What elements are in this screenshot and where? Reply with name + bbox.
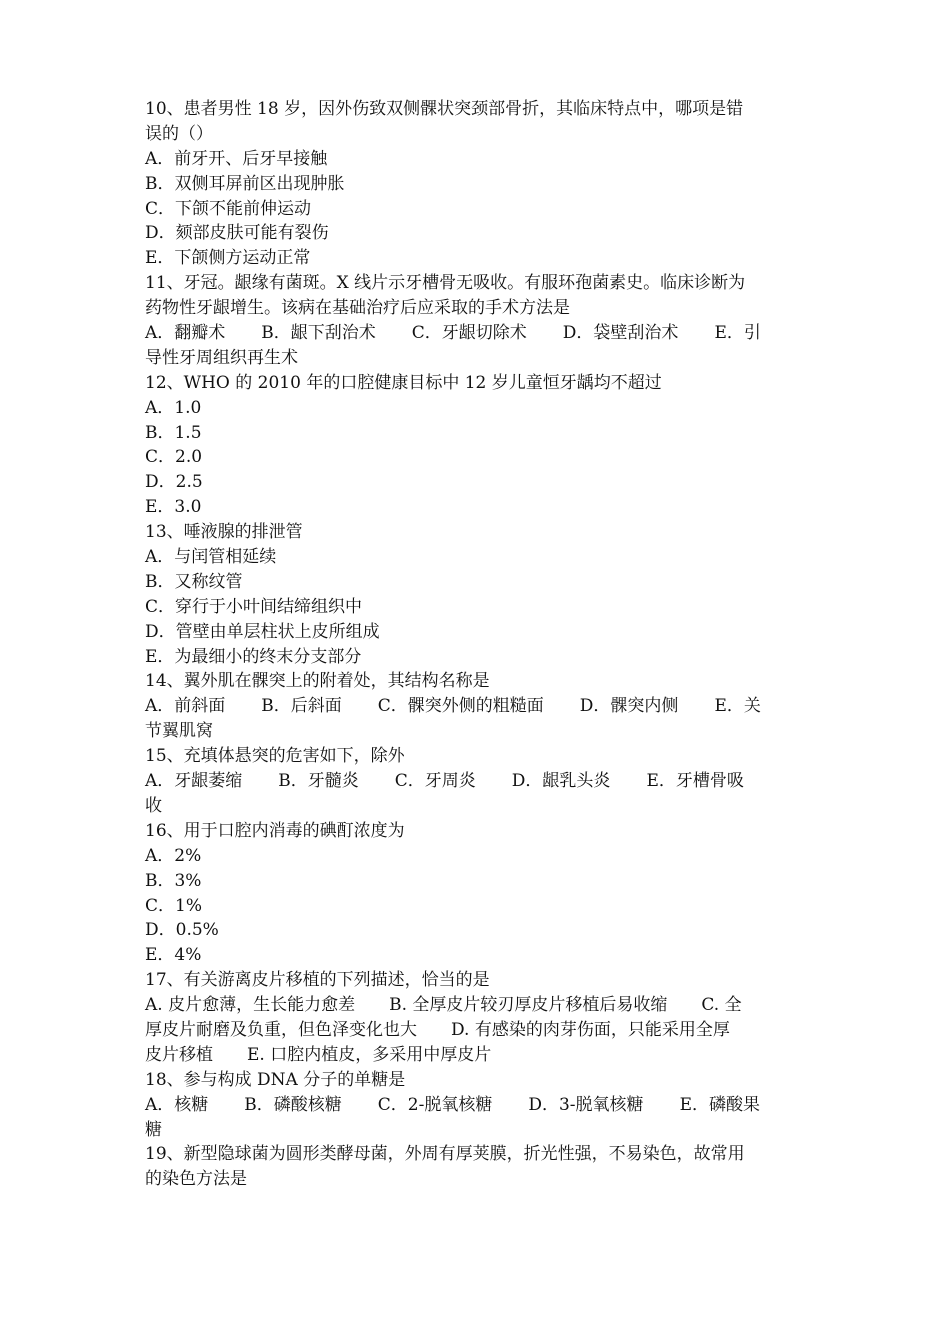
question-19: [145, 1142, 813, 1192]
option-d: D．髁突内侧: [579, 696, 679, 717]
option-c: C．2.0: [145, 447, 203, 468]
option-d: D．0.5%: [145, 920, 219, 941]
question-17: [145, 968, 813, 1068]
option-b: B．后斜面: [261, 696, 342, 717]
option-a: A．2%: [145, 845, 202, 866]
option-e: E．磷酸果: [679, 1094, 760, 1115]
question-title: 18、参与构成 DNA 分子的单糖是: [145, 1069, 406, 1090]
option-e: E．3.0: [145, 497, 202, 518]
question-18: [145, 1068, 813, 1143]
question-15: [145, 744, 813, 819]
option-b: B．牙髓炎: [278, 771, 359, 792]
option-b: B．1.5: [145, 422, 202, 443]
option-a: A．核糖: [145, 1094, 209, 1115]
option-d: D．龈乳头炎: [511, 771, 611, 792]
question-title: 19、新型隐球菌为圆形类酵母菌，外周有厚荚膜，折光性强，不易染色，故常用: [145, 1144, 745, 1165]
options-line: A. 皮片愈薄，生长能力愈差 B. 全厚皮片较刃厚皮片移植后易收缩 C. 全: [145, 995, 742, 1016]
option-e: E．牙槽骨吸: [646, 771, 744, 792]
question-title: 15、充填体悬突的危害如下，除外: [145, 746, 405, 767]
option-a: A．牙龈萎缩: [145, 771, 243, 792]
option-continuation: 导性牙周组织再生术: [145, 347, 298, 368]
question-title: 10、患者男性 18 岁，因外伤致双侧髁状突颈部骨折，其临床特点中，哪项是错: [145, 99, 744, 119]
option-c: C．2-脱氧核糖: [377, 1094, 493, 1115]
question-10: [145, 97, 813, 271]
option-e: E．4%: [145, 945, 202, 966]
option-a: A．与闰管相延续: [145, 547, 277, 568]
question-title: 14、翼外肌在髁突上的附着处，其结构名称是: [145, 671, 490, 692]
option-c: C．牙周炎: [394, 771, 476, 792]
option-c: C．牙龈切除术: [411, 323, 527, 344]
option-b: B．又称纹管: [145, 571, 243, 592]
option-a: A．翻瓣术: [145, 323, 226, 344]
option-e: E．下颌侧方运动正常: [145, 248, 311, 269]
option-continuation: 糖: [145, 1119, 162, 1140]
options-line: [145, 1093, 813, 1118]
options-line: [145, 769, 813, 794]
question-title: 16、用于口腔内消毒的碘酊浓度为: [145, 820, 405, 841]
question-title: 误的（）: [145, 123, 213, 144]
options-line: [145, 694, 813, 719]
option-e: E．关: [714, 696, 761, 717]
option-b: B．3%: [145, 870, 202, 891]
option-e: E．引: [714, 323, 761, 344]
options-line: 厚皮片耐磨及负重，但色泽变化也大 D. 有感染的肉芽伤面，只能采用全厚: [145, 1019, 730, 1040]
question-11: [145, 271, 813, 371]
question-16: [145, 819, 813, 968]
question-12: [145, 371, 813, 520]
options-line: [145, 321, 813, 346]
question-title: 药物性牙龈增生。该病在基础治疗后应采取的手术方法是: [145, 298, 570, 319]
document-page: [145, 97, 813, 1192]
question-title: 12、WHO 的 2010 年的口腔健康目标中 12 岁儿童恒牙龋均不超过: [145, 372, 662, 393]
option-continuation: 收: [145, 795, 162, 816]
option-d: D．颏部皮肤可能有裂伤: [145, 223, 329, 244]
option-d: D．管壁由单层柱状上皮所组成: [145, 621, 380, 642]
question-14: [145, 669, 813, 744]
option-d: D．3-脱氧核糖: [528, 1094, 644, 1115]
option-d: D．2.5: [145, 472, 203, 493]
option-c: C．下颌不能前伸运动: [145, 198, 312, 219]
option-continuation: 节翼肌窝: [145, 721, 213, 742]
option-c: C．穿行于小叶间结缔组织中: [145, 596, 363, 617]
option-b: B．龈下刮治术: [261, 323, 376, 344]
option-a: A．1.0: [145, 397, 202, 418]
question-title: 13、唾液腺的排泄管: [145, 522, 303, 543]
option-e: E．为最细小的终末分支部分: [145, 646, 362, 667]
option-c: C．1%: [145, 895, 202, 916]
option-a: A．前斜面: [145, 696, 226, 717]
option-a: A．前牙开、后牙早接触: [145, 148, 328, 169]
question-title: 17、有关游离皮片移植的下列描述，恰当的是: [145, 970, 490, 991]
question-13: [145, 520, 813, 669]
option-b: B．磷酸核糖: [244, 1094, 342, 1115]
question-title: 11、牙冠。龈缘有菌斑。X 线片示牙槽骨无吸收。有服环孢菌素史。临床诊断为: [145, 273, 746, 294]
option-c: C．髁突外侧的粗糙面: [377, 696, 544, 717]
options-line: 皮片移植 E. 口腔内植皮，多采用中厚皮片: [145, 1044, 492, 1065]
option-d: D．袋壁刮治术: [562, 323, 679, 344]
option-b: B．双侧耳屏前区出现肿胀: [145, 173, 345, 194]
question-title: 的染色方法是: [145, 1169, 247, 1190]
